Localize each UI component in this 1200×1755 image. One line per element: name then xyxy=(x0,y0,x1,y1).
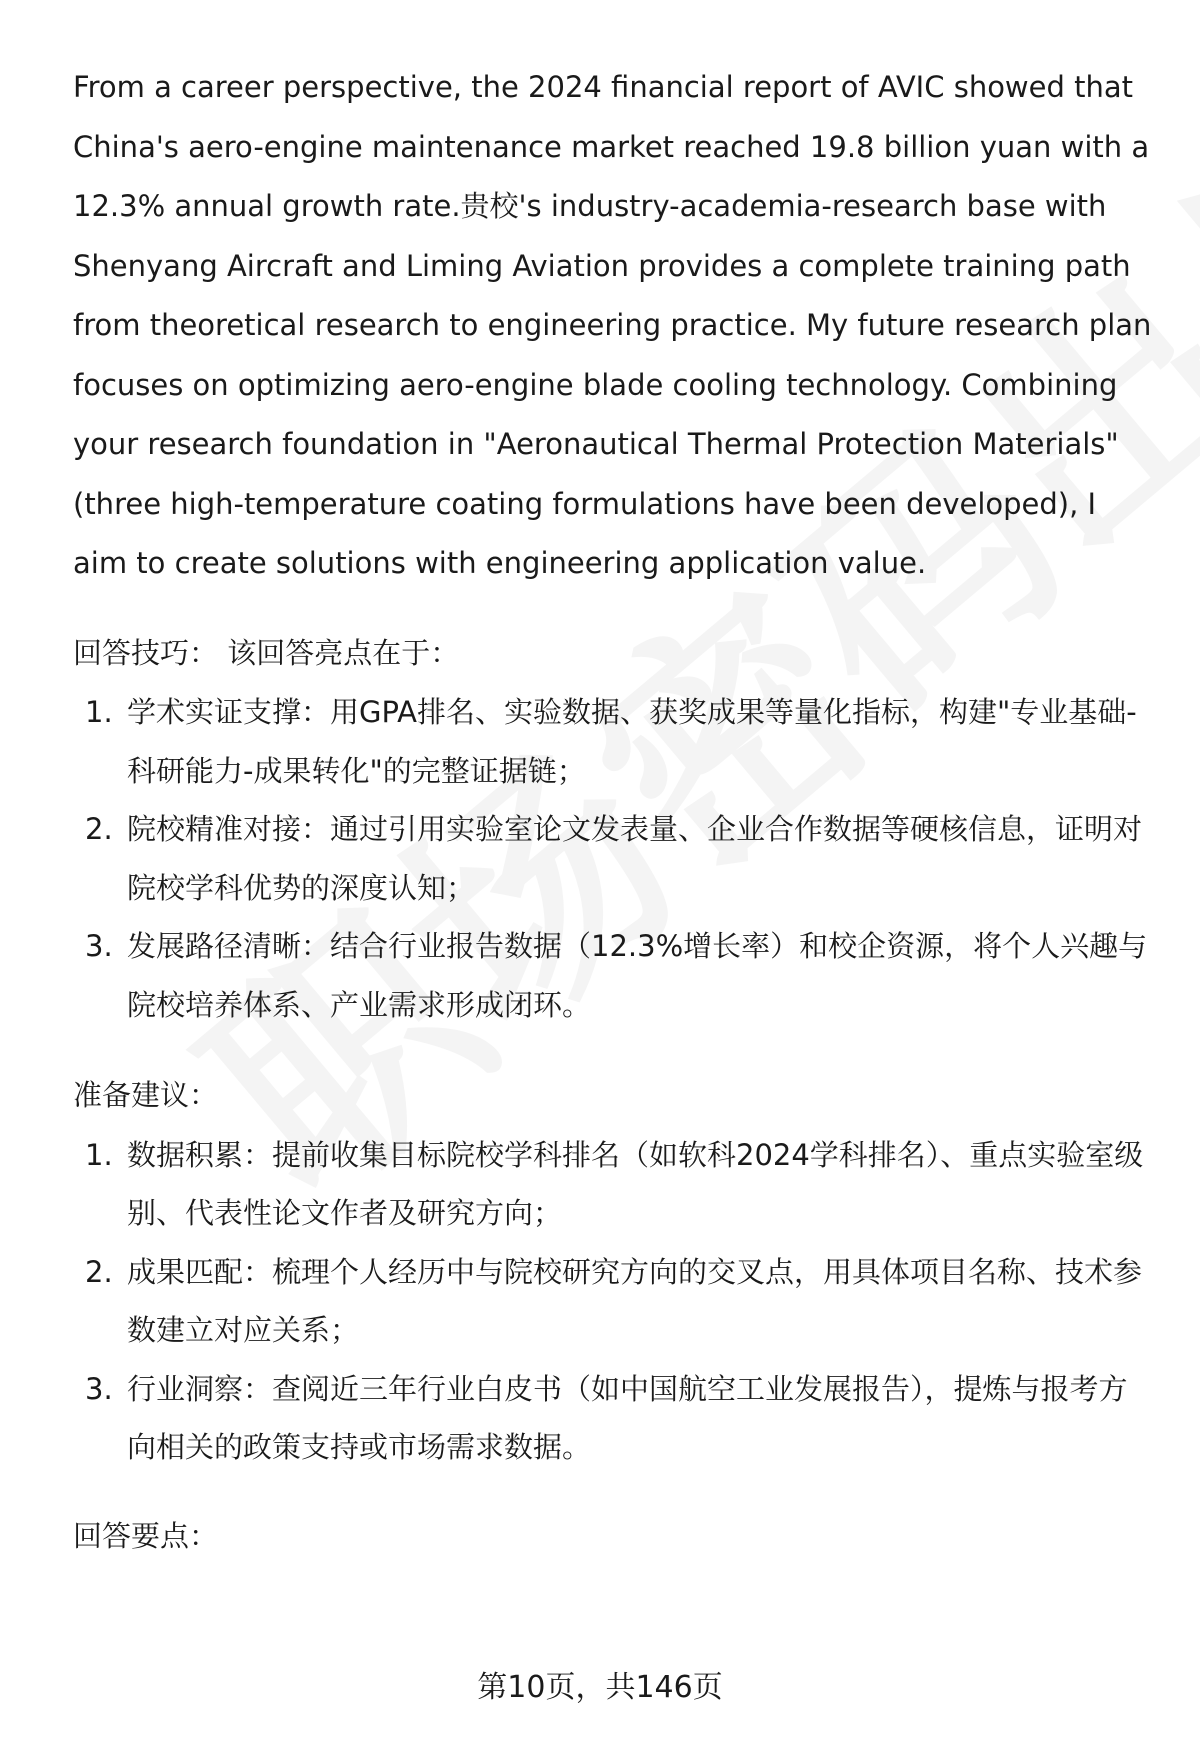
list-item-text: 数据积累：提前收集目标院校学科排名（如软科2024学科排名）、重点实验室级别、代表性论文作者及研究方向； xyxy=(127,1137,1144,1230)
list-item-text: 院校精准对接：通过引用实验室论文发表量、企业合作数据等硬核信息，证明对院校学科优势的深度认知； xyxy=(127,812,1143,905)
list-item-number: 3. xyxy=(85,929,113,963)
list-item xyxy=(73,917,1153,1034)
list-item-number: 3. xyxy=(85,1371,113,1406)
key-points-heading: 回答要点： xyxy=(73,1518,219,1553)
list-item-number: 1. xyxy=(85,1137,113,1172)
prep-heading: 准备建议： xyxy=(73,1078,219,1112)
list-item xyxy=(73,800,1153,917)
page-number: 第10页，共146页 xyxy=(477,1670,723,1705)
list-item-text: 发展路径清晰：结合行业报告数据（12.3%增长率）和校企资源，将个人兴趣与院校培养体系、产业需求形成闭环。 xyxy=(127,929,1148,1022)
list-item-number: 2. xyxy=(85,1254,113,1289)
list-item xyxy=(73,683,1153,800)
list-item xyxy=(73,1126,1153,1243)
tips-list xyxy=(73,683,1153,1034)
prep-list xyxy=(73,1126,1153,1477)
list-item-text: 成果匹配：梳理个人经历中与院校研究方向的交叉点，用具体项目名称、技术参数建立对应关系； xyxy=(127,1254,1143,1347)
page-content xyxy=(73,58,1153,1566)
list-item-text: 行业洞察：查阅近三年行业白皮书（如中国航空工业发展报告），提炼与报考方向相关的政策支持或市场需求数据。 xyxy=(127,1371,1128,1464)
list-item-text: 学术实证支撑：用GPA排名、实验数据、获奖成果等量化指标，构建"专业基础-科研能力-成果转化"的完整证据链； xyxy=(127,695,1137,788)
intro-paragraph: From a career perspective, the 2024 financial report of AVIC showed that China's aero-engine maintenance market reached 19.8 billion yuan with a 12.3% annual growth rate.贵校's industry-academia-research base with Shenyang Aircraft and Liming Aviation provides a complete training path from theoretical research to engineering practice. My future research plan focuses on optimizing aero-engine blade cooling technology. Combining your research foundation in "Aeronautical Thermal Protection Materials" (three high-temperature coating formulations have been developed), I aim to create solutions with engineering application value. xyxy=(73,70,1152,580)
list-item-number: 1. xyxy=(85,695,113,729)
list-item xyxy=(73,1360,1153,1477)
list-item-number: 2. xyxy=(85,812,113,846)
list-item xyxy=(73,1243,1153,1360)
tips-heading: 回答技巧： 该回答亮点在于： xyxy=(73,635,460,670)
